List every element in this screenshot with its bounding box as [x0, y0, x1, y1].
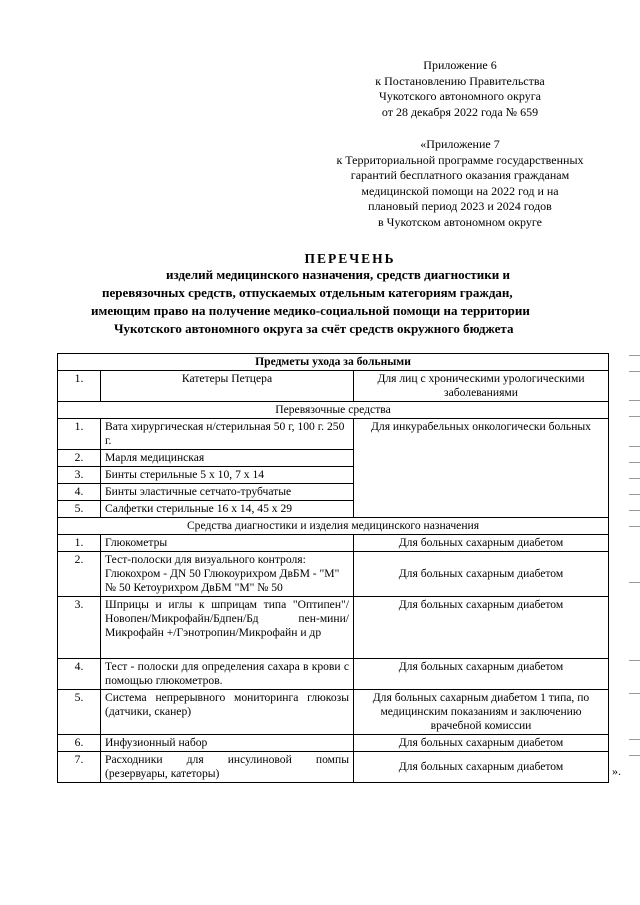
prior-appendix-line: плановый период 2023 и 2024 годов — [368, 199, 552, 214]
edge-mark — [629, 371, 640, 372]
row-number: 3. — [58, 597, 101, 659]
row-condition: Для лиц с хроническими урологическими заболеваниями — [354, 371, 609, 402]
section-dressing-title: Перевязочные средства — [58, 402, 609, 419]
row-condition: Для больных сахарным диабетом — [354, 659, 609, 690]
row-item: Система непрерывного мониторинга глюкозы (датчики, сканер) — [101, 690, 354, 735]
section-row — [58, 402, 609, 419]
row-condition: Для инкурабельных онкологически больных — [354, 419, 609, 518]
row-number: 4. — [58, 659, 101, 690]
row-number: 4. — [58, 484, 101, 501]
row-number: 6. — [58, 735, 101, 752]
row-number: 1. — [58, 535, 101, 552]
row-item: Салфетки стерильные 16 х 14, 45 х 29 — [101, 501, 354, 518]
title-line: Чукотского автономного округа за счёт средств окружного бюджета — [114, 321, 514, 336]
appendix-header — [300, 58, 620, 120]
row-condition: Для больных сахарным диабетом — [354, 552, 609, 597]
prior-appendix-line: к Территориальной программе государственных — [336, 152, 584, 167]
row-item: Глюкометры — [101, 535, 354, 552]
document-title: ПЕРЕЧЕНЬ — [304, 251, 396, 266]
appendix-header-line: Приложение 6 — [423, 58, 497, 72]
edge-mark — [629, 462, 640, 463]
row-number: 5. — [58, 690, 101, 735]
edge-mark — [629, 526, 640, 527]
items-table — [57, 353, 609, 783]
row-item: Вата хирургическая н/стерильная 50 г, 100 г. 250 г. — [101, 419, 354, 450]
edge-mark — [629, 446, 640, 447]
appendix-header-line: к Постановлению Правительства — [375, 73, 545, 88]
row-item: Бинты стерильные 5 х 10, 7 х 14 — [101, 467, 354, 484]
edge-mark — [629, 739, 640, 740]
appendix-header-line: Чукотского автономного округа — [379, 89, 541, 104]
table-row — [58, 419, 609, 450]
row-item: Инфузионный набор — [101, 735, 354, 752]
table-row — [58, 659, 609, 690]
row-item: Шприцы и иглы к шприцам типа "Оптипен"/Новопен/Микрофайн/Бдпен/Бд пен-мини/Микрофайн +/Гэнотропин/Микрофайн и др — [101, 597, 354, 659]
row-item: Бинты эластичные сетчато-трубчатые — [101, 484, 354, 501]
edge-mark — [629, 510, 640, 511]
title-line: перевязочных средств, отпускаемых отдельным категориям граждан, — [102, 285, 513, 300]
prior-appendix-line: в Чукотском автономном округе — [378, 214, 542, 229]
table-row — [58, 535, 609, 552]
section-diag-title: Средства диагностики и изделия медицинского назначения — [58, 518, 609, 535]
row-number: 5. — [58, 501, 101, 518]
table-row — [58, 752, 609, 783]
prior-appendix-line: медицинской помощи на 2022 год и на — [361, 183, 559, 198]
table-row — [58, 552, 609, 597]
row-item: Расходники для инсулиновой помпы (резервуары, катеторы) — [101, 752, 354, 783]
row-number: 7. — [58, 752, 101, 783]
row-item: Катетеры Петцера — [101, 371, 354, 402]
appendix-header-line: от 28 декабря 2022 года № 659 — [381, 104, 539, 119]
table-row — [58, 371, 609, 402]
prior-appendix-line: «Приложение 7 — [420, 137, 500, 151]
row-condition: Для больных сахарным диабетом — [354, 752, 609, 783]
edge-mark — [629, 478, 640, 479]
edge-mark — [629, 582, 640, 583]
row-number: 2. — [58, 450, 101, 467]
row-number: 1. — [58, 371, 101, 402]
row-condition: Для больных сахарным диабетом — [354, 735, 609, 752]
row-number: 3. — [58, 467, 101, 484]
edge-mark — [629, 755, 640, 756]
edge-mark — [629, 660, 640, 661]
row-number: 1. — [58, 419, 101, 450]
table-row — [58, 735, 609, 752]
edge-mark — [629, 494, 640, 495]
row-item: Марля медицинская — [101, 450, 354, 467]
row-item: Тест-полоски для визуального контроля: Глюкохром - ДN 50 Глюкоурихром ДвБМ - "М" № 50 Кетоурихром ДвБМ "М" № 50 — [101, 552, 354, 597]
table-row — [58, 690, 609, 735]
section-row — [58, 354, 609, 371]
prior-appendix-header — [300, 137, 620, 231]
edge-mark — [629, 355, 640, 356]
section-row — [58, 518, 609, 535]
section-care-title: Предметы ухода за больными — [58, 354, 609, 371]
title-line: изделий медицинского назначения, средств диагностики и — [166, 267, 510, 282]
edge-mark — [629, 693, 640, 694]
prior-appendix-line: гарантий бесплатного оказания гражданам — [350, 168, 570, 183]
edge-mark — [629, 416, 640, 417]
row-condition: Для больных сахарным диабетом 1 типа, по медицинским показаниям и заключению врачебной комиссии — [354, 690, 609, 735]
title-line: имеющим право на получение медико-социальной помощи на территории — [91, 303, 530, 318]
table-row — [58, 597, 609, 659]
row-item: Тест - полоски для определения сахара в крови с помощью глюкометров. — [101, 659, 354, 690]
row-condition: Для больных сахарным диабетом — [354, 597, 609, 659]
closing-quote-mark: ». — [612, 764, 621, 778]
edge-mark — [629, 400, 640, 401]
row-condition: Для больных сахарным диабетом — [354, 535, 609, 552]
row-number: 2. — [58, 552, 101, 597]
